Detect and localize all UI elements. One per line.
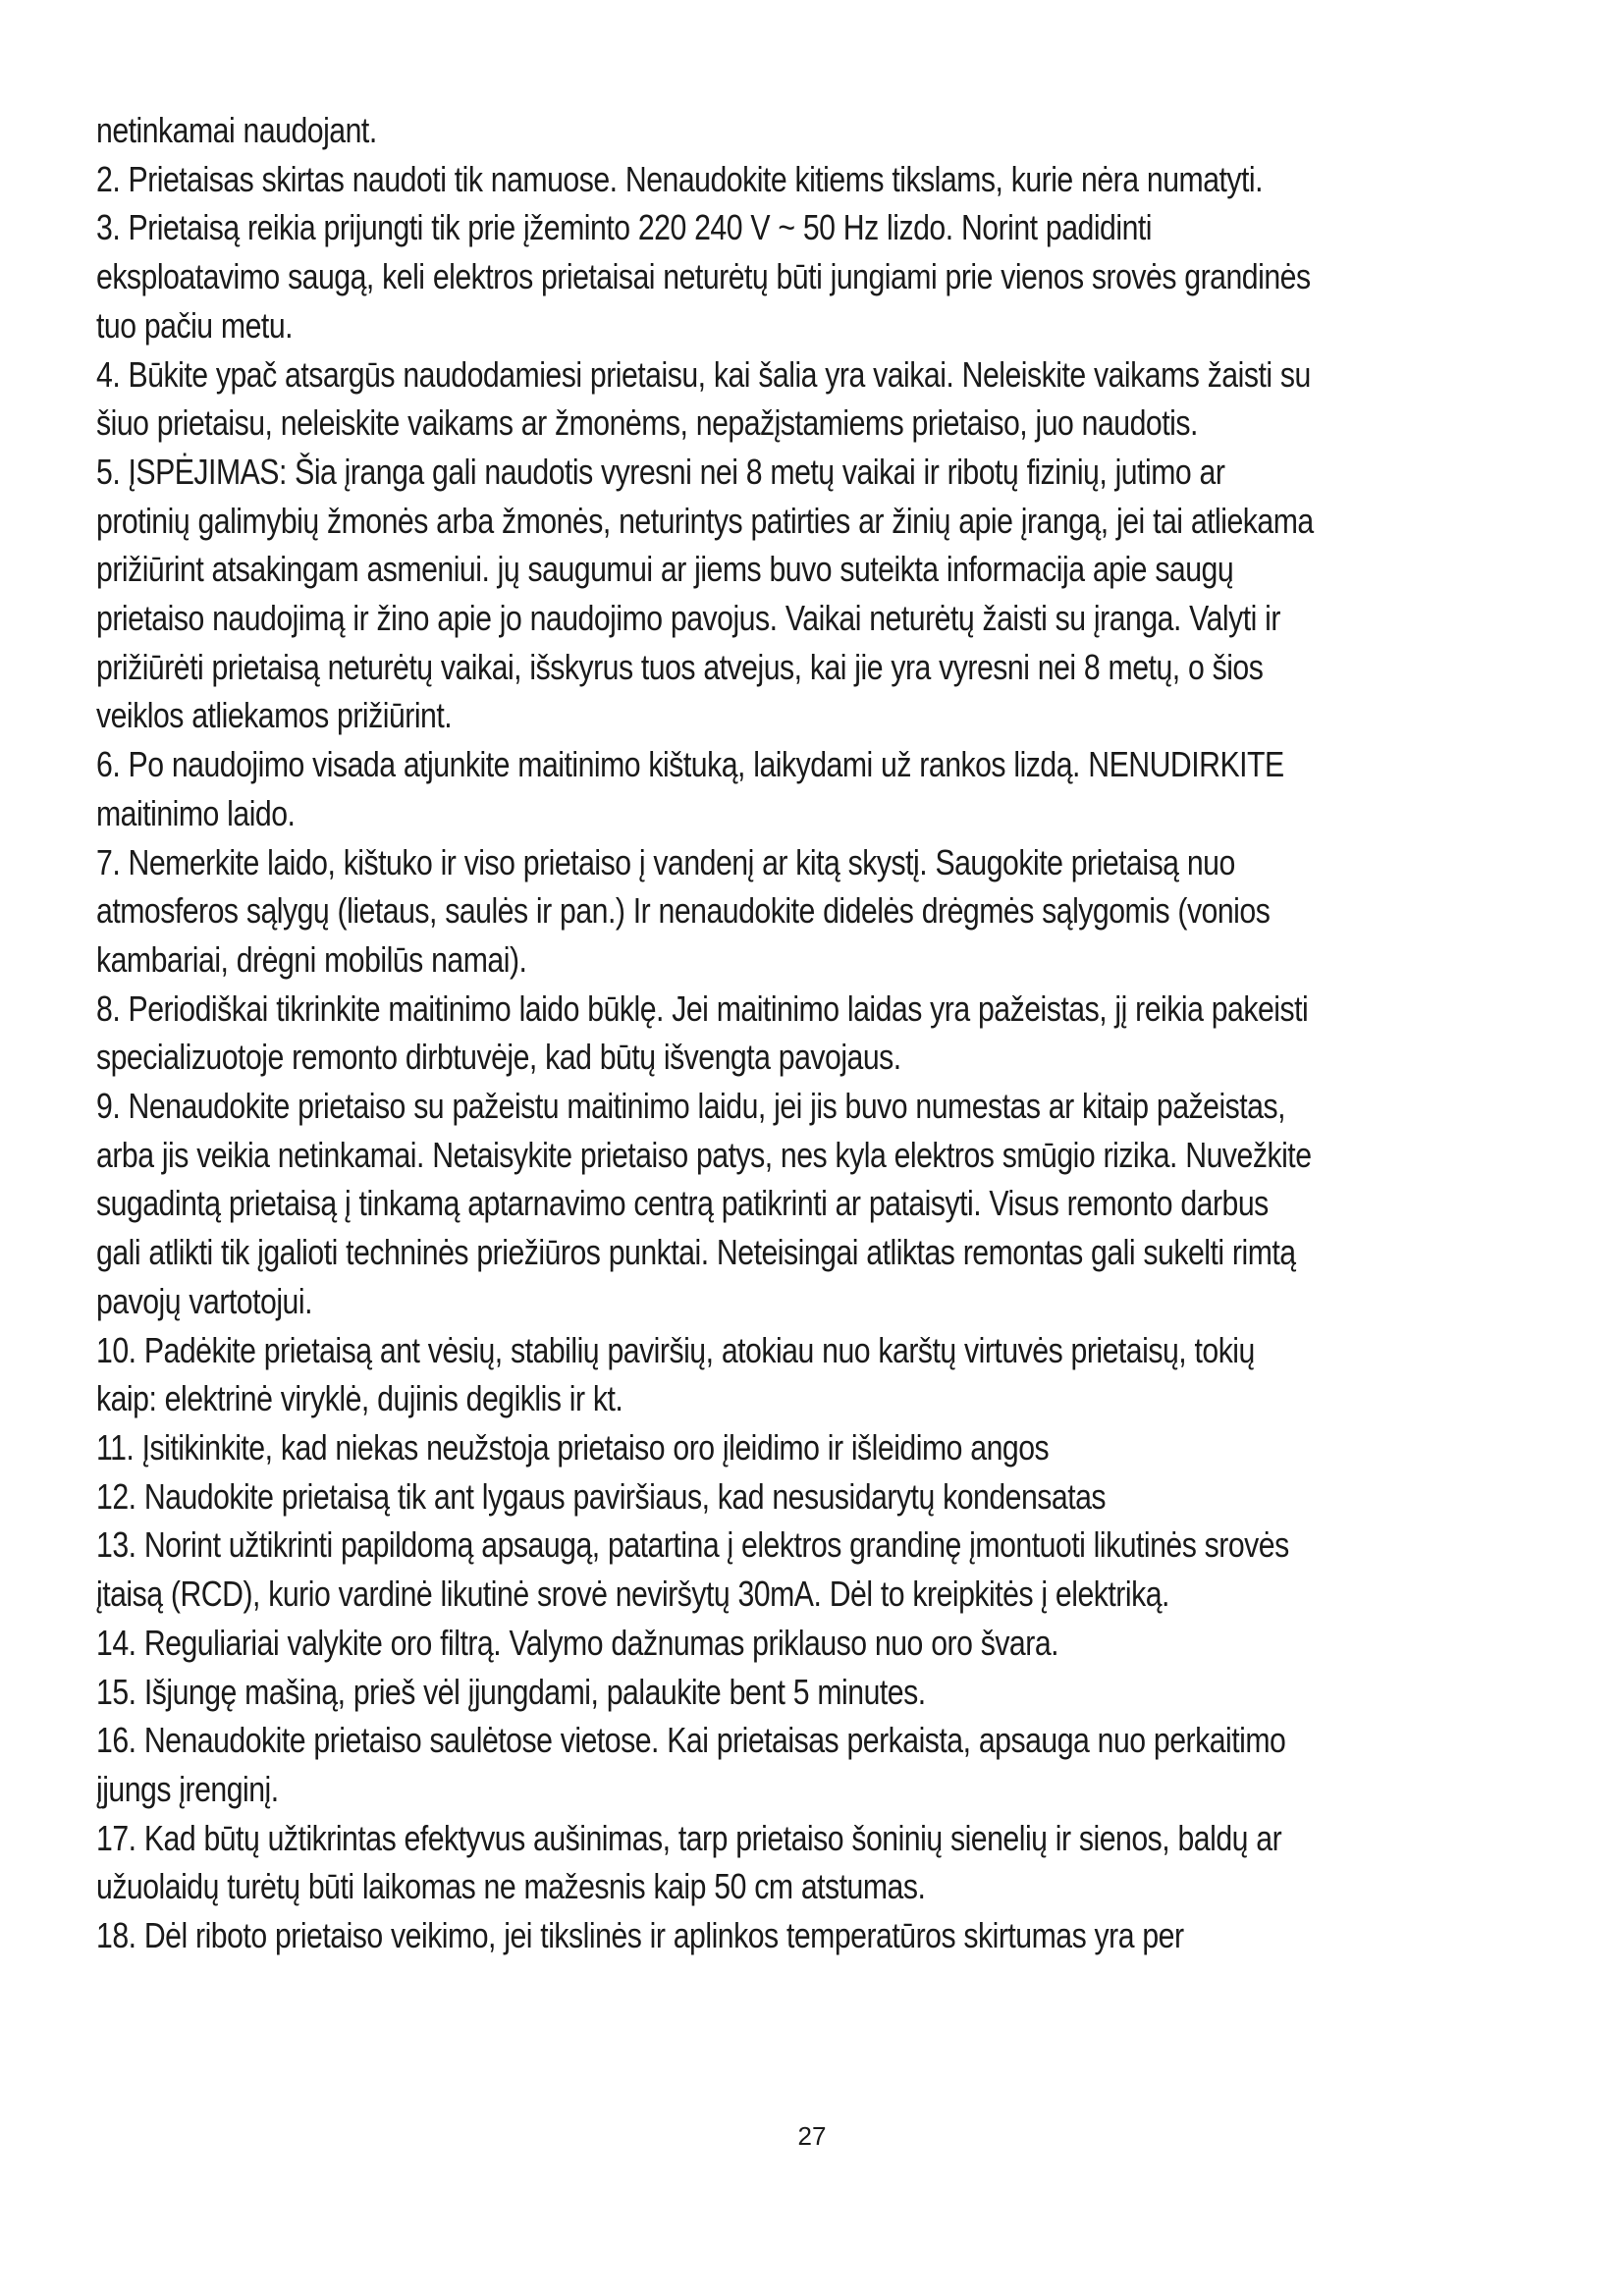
paragraph-item-12: 12. Naudokite prietaisą tik ant lygaus paviršiaus, kad nesusidarytų kondensatas [96, 1475, 1107, 1517]
paragraph-item-10: 10. Padėkite prietaisą ant vėsių, stabilių paviršių, atokiau nuo karštų virtuvės prietaisų, tokių kaip: elektrinė viryklė, dujinis degiklis ir kt. [96, 1329, 1255, 1419]
paragraph-item-3: 3. Prietaisą reikia prijungti tik prie įžeminto 220 240 V ~ 50 Hz lizdo. Norint padidinti eksploatavimo saugą, keli elektros prietaisai neturėtų būti jungiami prie vienos srovės grandinės tuo pačiu metu. [96, 207, 1311, 346]
paragraph-item-8: 8. Periodiškai tikrinkite maitinimo laido būklę. Jei maitinimo laidas yra pažeistas, jį reikia pakeisti specializuotoje remonto dirbtuvėje, kad būtų išvengta pavojaus. [96, 988, 1309, 1078]
paragraph-item-13: 13. Norint užtikrinti papildomą apsaugą, patartina į elektros grandinę įmontuoti likutinės srovės įtaisą (RCD), kurio vardinė likutinė srovė neviršytų 30mA. Dėl to kreipkitės į elektriką. [96, 1524, 1289, 1615]
paragraph-item-4: 4. Būkite ypač atsargūs naudodamiesi prietaisu, kai šalia yra vaikai. Neleiskite vaikams žaisti su šiuo prietaisu, neleiskite vaikams ar žmonėms, nepažįstamiems prietaiso, juo naudotis. [96, 353, 1311, 444]
page-number: 27 [797, 2121, 827, 2151]
document-body [96, 106, 1317, 1960]
paragraph-item-5: 5. ĮSPĖJIMAS: Šia įranga gali naudotis vyresni nei 8 metų vaikai ir ribotų fizinių, jutimo ar protinių galimybių žmonės arba žmonės, neturintys patirties ar žinių apie įrangą, jei tai atliekama prižiūrint atsakingam asmeniui. jų saugumui ar jiems buvo suteikta informacija apie saugų prietaiso naudojimą ir žino apie jo naudojimo pavojus. Vaikai neturėtų žaisti su įranga. Valyti ir prižiūrėti prietaisą neturėtų vaikai, išskyrus tuos atvejus, kai jie yra vyresni nei 8 metų, o šios veiklos atliekamos prižiūrint. [96, 451, 1314, 736]
paragraph-item-17: 17. Kad būtų užtikrintas efektyvus aušinimas, tarp prietaiso šoninių sienelių ir sienos, baldų ar užuolaidų turėtų būti laikomas ne mažesnis kaip 50 cm atstumas. [96, 1817, 1282, 1907]
paragraph-item-16: 16. Nenaudokite prietaiso saulėtose vietose. Kai prietaisas perkaista, apsauga nuo perkaitimo įjungs įrenginį. [96, 1720, 1286, 1809]
paragraph-item-14: 14. Reguliariai valykite oro filtrą. Valymo dažnumas priklauso nuo oro švara. [96, 1622, 1059, 1663]
paragraph-item-11: 11. Įsitikinkite, kad niekas neužstoja prietaiso oro įleidimo ir išleidimo angos [96, 1426, 1050, 1468]
paragraph-item-6: 6. Po naudojimo visada atjunkite maitinimo kištuką, laikydami už rankos lizdą. NENUDIRKITE maitinimo laido. [96, 744, 1284, 833]
paragraph-item-9: 9. Nenaudokite prietaiso su pažeistu maitinimo laidu, jei jis buvo numestas ar kitaip pažeistas, arba jis veikia netinkamai. Netaisykite prietaiso patys, nes kyla elektros smūgio rizika. Nuvežkite sugadintą prietaisą į tinkamą aptarnavimo centrą patikrinti ar pataisyti. Visus remonto darbus gali atlikti tik įgalioti techninės priežiūros punktai. Neteisingai atliktas remontas gali sukelti rimtą pavojų vartotojui. [96, 1086, 1312, 1321]
paragraph-item-7: 7. Nemerkite laido, kištuko ir viso prietaiso į vandenį ar kitą skystį. Saugokite prietaisą nuo atmosferos sąlygų (lietaus, saulės ir pan.) Ir nenaudokite didelės drėgmės sąlygomis (vonios kambariai, drėgni mobilūs namai). [96, 841, 1271, 980]
paragraph-continuation: netinkamai naudojant. [96, 110, 377, 150]
paragraph-item-18: 18. Dėl riboto prietaiso veikimo, jei tikslinės ir aplinkos temperatūros skirtumas yra per [96, 1915, 1184, 1956]
paragraph-item-2: 2. Prietaisas skirtas naudoti tik namuose. Nenaudokite kitiems tikslams, kurie nėra numatyti. [96, 158, 1264, 199]
paragraph-item-15: 15. Išjungę mašiną, prieš vėl įjungdami, palaukite bent 5 minutes. [96, 1671, 926, 1712]
